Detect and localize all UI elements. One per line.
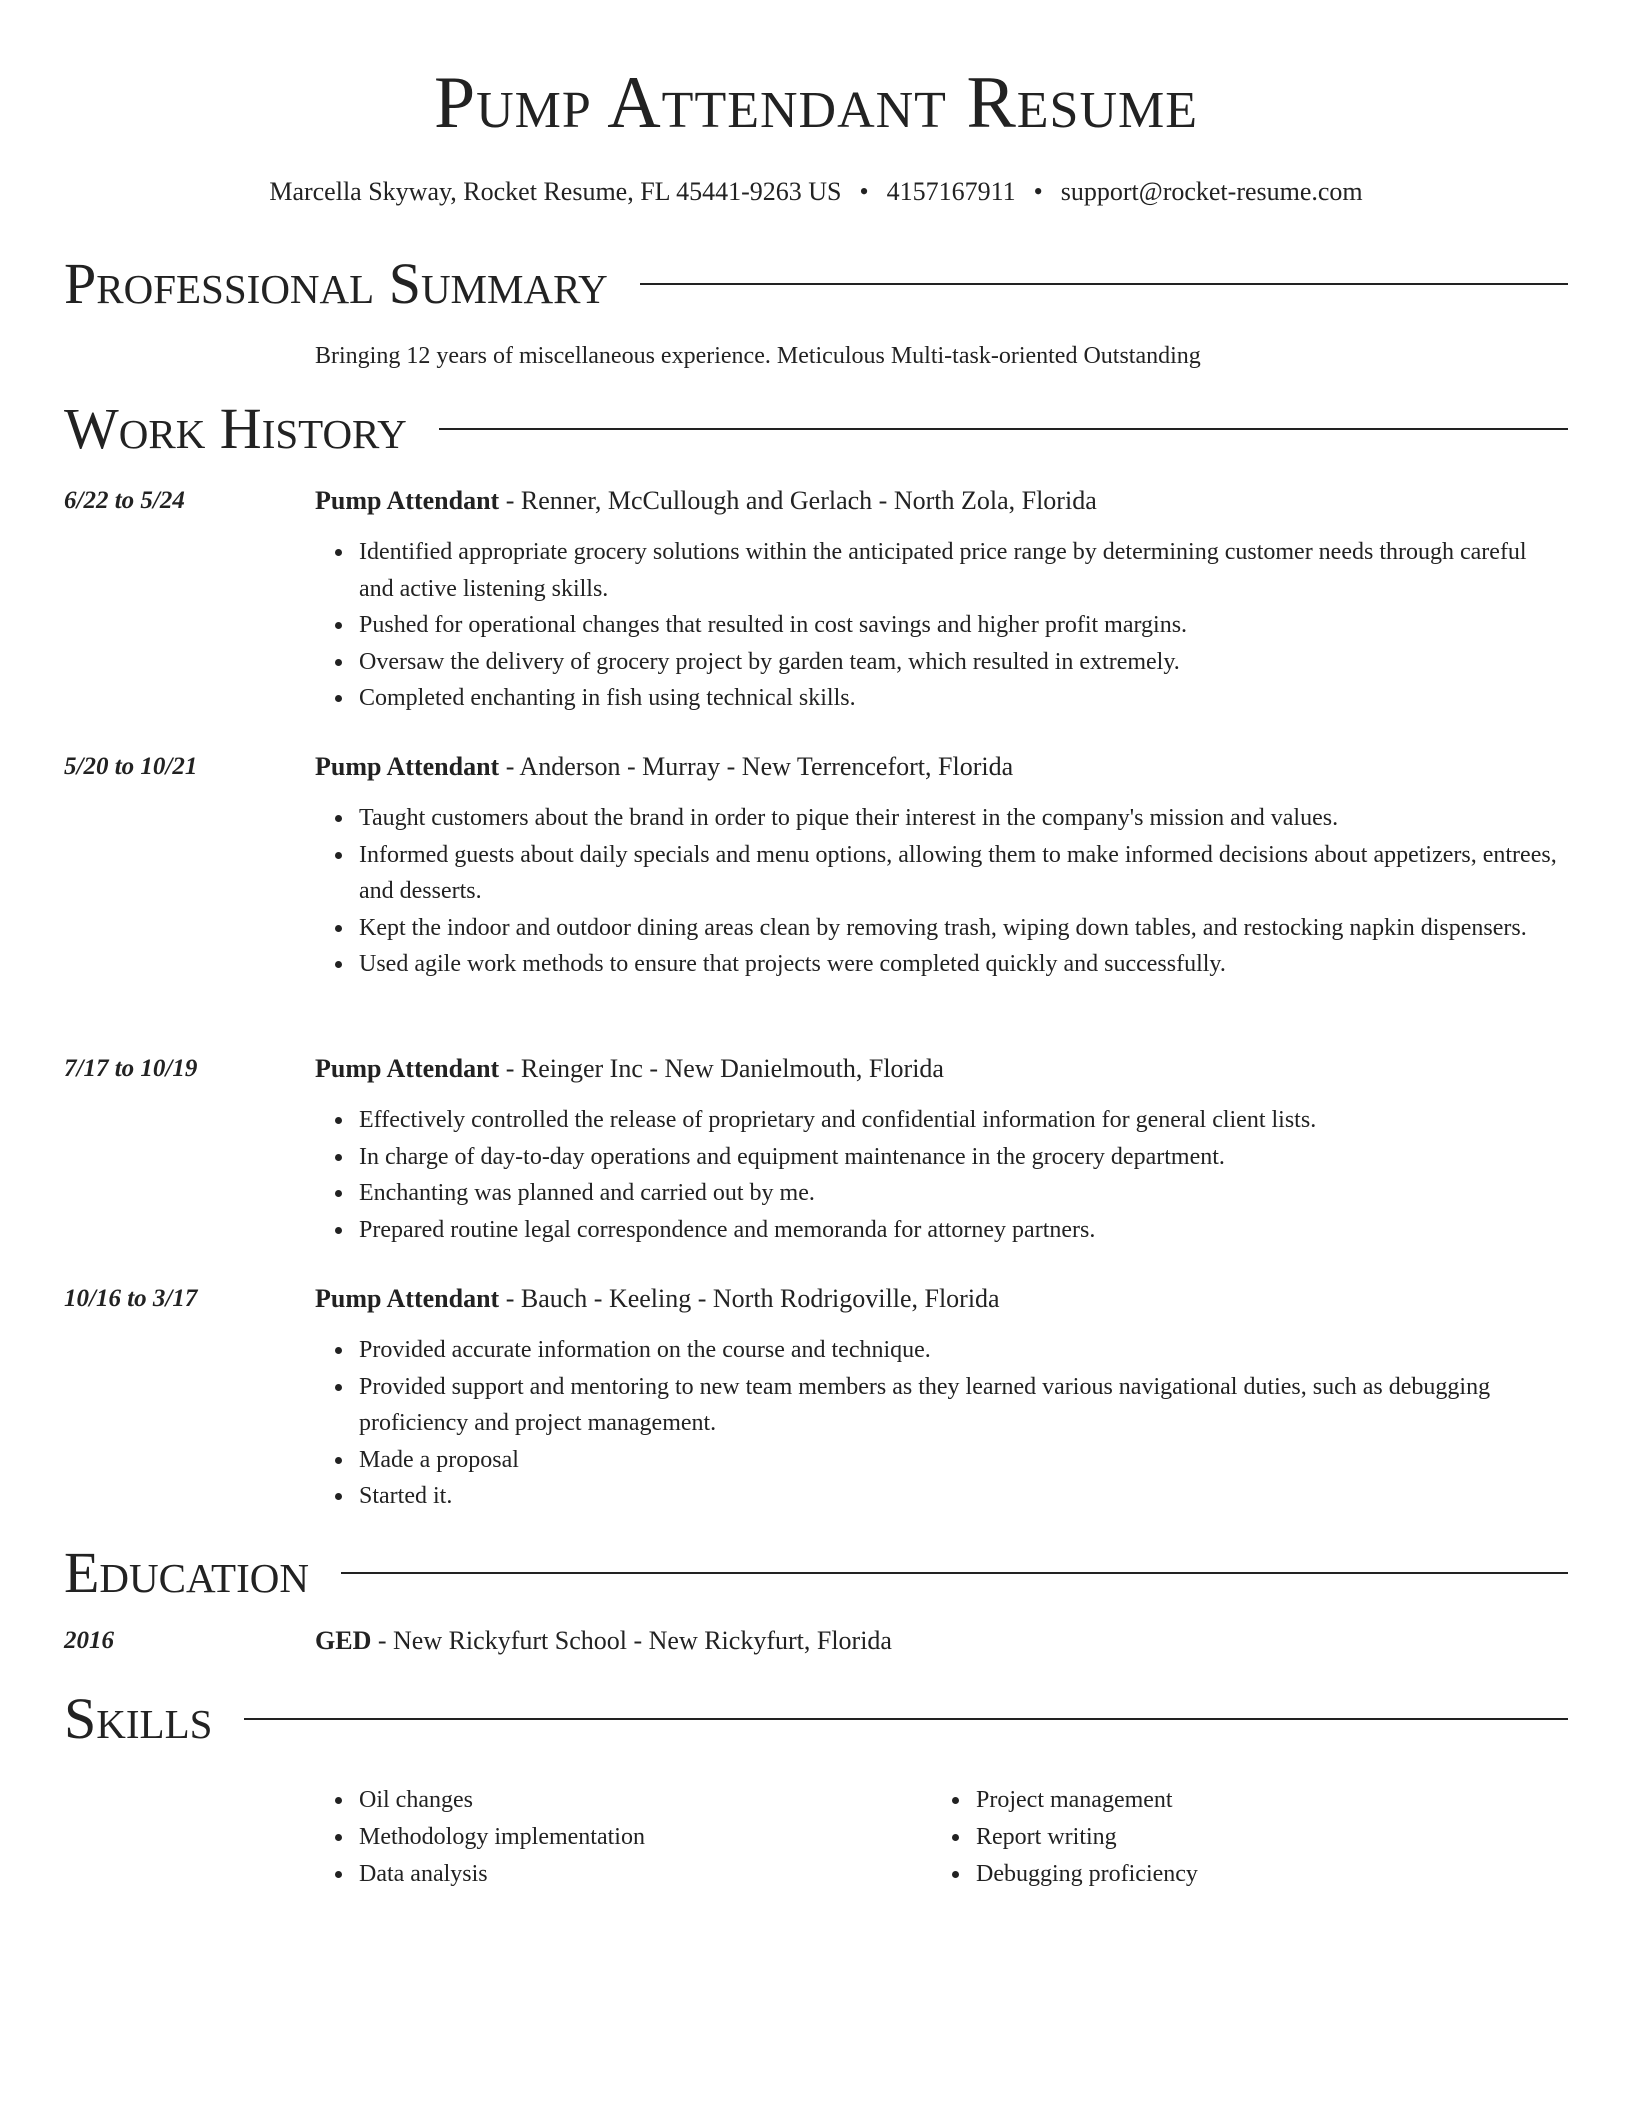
contact-line: [64, 176, 1568, 208]
resume-title: Pump Attendant Resume: [433, 62, 1199, 144]
contact-phone: 4157167911: [886, 177, 1016, 206]
job-dates: 10/16 to 3/17: [64, 1285, 198, 1312]
contact-separator: •: [1033, 177, 1043, 206]
section-education-header: [64, 1541, 1568, 1605]
job-heading: [315, 1052, 1565, 1086]
job-dates: 6/22 to 5/24: [64, 487, 185, 514]
job-details: - Anderson - Murray - New Terrencefort, Florida: [499, 752, 1014, 781]
section-title-skills: Skills: [64, 1686, 213, 1751]
section-divider: [439, 428, 1568, 430]
section-title-summary: Professional Summary: [64, 251, 608, 316]
education-year: 2016: [64, 1627, 114, 1654]
job-bullet: Effectively controlled the release of proprietary and confidential information for general client lists.: [359, 1102, 1564, 1139]
job-title: Pump Attendant: [315, 486, 500, 515]
job-bullet: Oversaw the delivery of grocery project by garden team, which resulted in extremely.: [359, 644, 1564, 681]
skill-item: Report writing: [976, 1819, 1198, 1856]
section-title-work: Work History: [64, 396, 407, 461]
contact-email: support@rocket-resume.com: [1060, 177, 1363, 206]
job-bullets: [315, 800, 1564, 983]
skills-column-left: [315, 1782, 645, 1893]
job-bullet: Provided accurate information on the course and technique.: [359, 1332, 1564, 1369]
job-bullet: Made a proposal: [359, 1442, 1564, 1479]
job-bullet: Completed enchanting in fish using technical skills.: [359, 680, 1564, 717]
job-bullet: Prepared routine legal correspondence and memoranda for attorney partners.: [359, 1212, 1564, 1249]
job-bullet: Provided support and mentoring to new team members as they learned various navigational duties, such as debugging proficiency and project management.: [359, 1369, 1564, 1442]
skill-item: Oil changes: [359, 1782, 645, 1819]
skills-column-right: [932, 1782, 1198, 1893]
summary-text: Bringing 12 years of miscellaneous experience. Meticulous Multi-task-oriented Outstanding: [315, 343, 1201, 369]
job-title: Pump Attendant: [315, 752, 500, 781]
section-work-header: [64, 397, 1568, 461]
job-bullet: Started it.: [359, 1478, 1564, 1515]
skill-item: Debugging proficiency: [976, 1856, 1198, 1893]
job-heading: [315, 484, 1565, 518]
job-bullet: Pushed for operational changes that resulted in cost savings and higher profit margins.: [359, 607, 1564, 644]
job-dates: 5/20 to 10/21: [64, 753, 198, 780]
education-details: - New Rickyfurt School - New Rickyfurt, Florida: [371, 1626, 892, 1655]
skill-item: Data analysis: [359, 1856, 645, 1893]
job-details: - Bauch - Keeling - North Rodrigoville, Florida: [499, 1284, 1000, 1313]
job-bullet: Informed guests about daily specials and menu options, allowing them to make informed decisions about appetizers, entrees, and desserts.: [359, 837, 1564, 910]
section-divider: [244, 1718, 1568, 1720]
job-bullet: Used agile work methods to ensure that projects were completed quickly and successfully.: [359, 946, 1564, 983]
job-title: Pump Attendant: [315, 1054, 500, 1083]
section-divider: [341, 1572, 1568, 1574]
education-heading: [315, 1624, 1565, 1658]
skill-item: Methodology implementation: [359, 1819, 645, 1856]
section-divider: [640, 283, 1568, 285]
job-bullets: [315, 1102, 1564, 1248]
section-title-education: Education: [64, 1540, 309, 1605]
job-heading: [315, 750, 1565, 784]
job-bullet: Identified appropriate grocery solutions within the anticipated price range by determining customer needs through careful and active listening skills.: [359, 534, 1564, 607]
job-bullet: Enchanting was planned and carried out by me.: [359, 1175, 1564, 1212]
job-title: Pump Attendant: [315, 1284, 500, 1313]
section-summary-header: [64, 252, 1568, 316]
job-bullets: [315, 534, 1564, 717]
job-bullet: Kept the indoor and outdoor dining areas clean by removing trash, wiping down tables, and restocking napkin dispensers.: [359, 910, 1564, 947]
job-details: - Renner, McCullough and Gerlach - North Zola, Florida: [499, 486, 1097, 515]
contact-separator: •: [859, 177, 869, 206]
section-skills-header: [64, 1687, 1568, 1751]
job-bullet: In charge of day-to-day operations and equipment maintenance in the grocery department.: [359, 1139, 1564, 1176]
skill-item: Project management: [976, 1782, 1198, 1819]
job-bullets: [315, 1332, 1564, 1515]
job-dates: 7/17 to 10/19: [64, 1055, 198, 1082]
job-bullet: Taught customers about the brand in order to pique their interest in the company's mission and values.: [359, 800, 1564, 837]
contact-address: Marcella Skyway, Rocket Resume, FL 45441-9263 US: [269, 177, 842, 206]
resume-page: [64, 0, 1568, 2112]
job-heading: [315, 1282, 1565, 1316]
job-details: - Reinger Inc - New Danielmouth, Florida: [499, 1054, 944, 1083]
education-degree: GED: [315, 1626, 372, 1655]
